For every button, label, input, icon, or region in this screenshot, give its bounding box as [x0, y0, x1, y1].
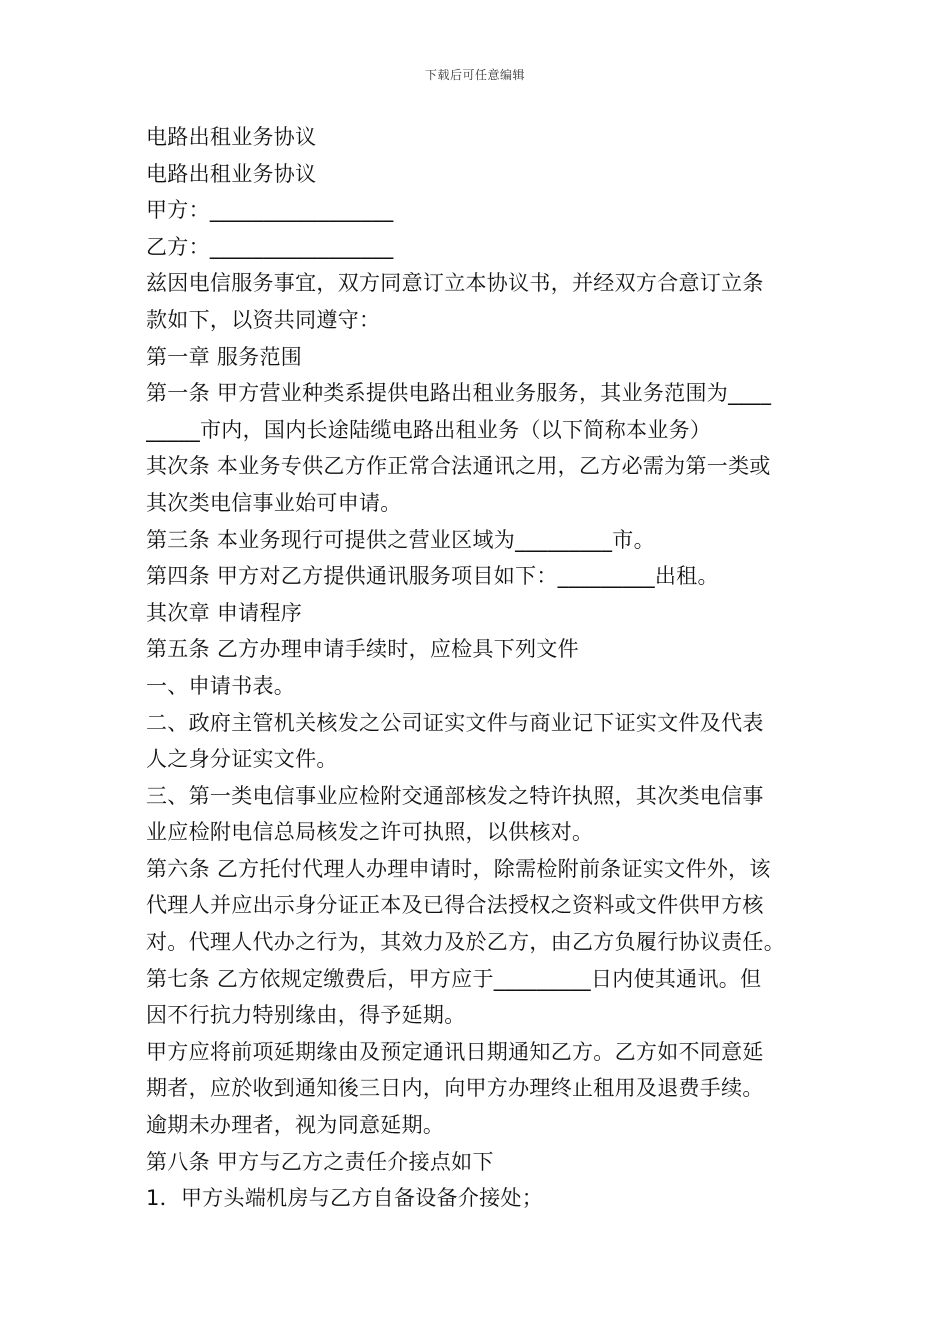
preamble-line: 兹因电信服务事宜，双方同意订立本协议书，并经双方合意订立条	[146, 271, 764, 296]
list-item: 业应检附电信总局核发之许可执照，以供核对。	[146, 820, 594, 845]
article-line: 第四条 甲方对乙方提供通讯服务项目如下：_________出租。	[146, 564, 719, 589]
article-line: 第三条 本业务现行可提供之营业区域为_________市。	[146, 527, 655, 552]
article-line: 因不行抗力特别缘由，得予延期。	[146, 1003, 466, 1028]
download-note: 下载后可任意编辑	[424, 68, 525, 82]
article-line: 第六条 乙方托付代理人办理申请时，除需检附前条证实文件外，该	[146, 856, 771, 881]
article-line: _____市内，国内长途陆缆电路出租业务（以下简称本业务）	[146, 417, 712, 442]
list-item: 1．甲方头端机房与乙方自备设备介接处；	[146, 1186, 544, 1211]
agreement-text	[146, 119, 810, 1217]
article-line: 第一条 甲方营业种类系提供电路出租业务服务，其业务范围为____	[146, 381, 772, 406]
preamble-line: 款如下，以资共同遵守：	[146, 307, 381, 332]
list-item: 一、申请书表。	[146, 673, 296, 698]
party-b-line: 乙方：_________________	[146, 234, 394, 259]
article-line: 代理人并应出示身分证正本及已得合法授权之资料或文件供甲方核	[146, 893, 764, 918]
chapter-heading: 其次章 申请程序	[146, 600, 303, 625]
article-line: 对。代理人代办之行为，其效力及於乙方，由乙方负履行协议责任。	[146, 930, 785, 955]
document-subtitle: 电路出租业务协议	[146, 161, 317, 186]
article-line: 其次类电信事业始可申请。	[146, 490, 402, 515]
list-item: 三、第一类电信事业应检附交通部核发之特许执照，其次类电信事	[146, 783, 764, 808]
document-title: 电路出租业务协议	[146, 125, 317, 149]
paragraph-line: 甲方应将前项延期缘由及预定通讯日期通知乙方。乙方如不同意延	[146, 1039, 764, 1064]
article-line: 第七条 乙方依规定缴费后，甲方应于_________日内使其通讯。但	[146, 966, 762, 991]
list-item: 人之身分证实文件。	[146, 747, 338, 772]
list-item: 二、政府主管机关核发之公司证实文件与商业记下证实文件及代表	[146, 710, 764, 735]
chapter-heading: 第一章 服务范围	[146, 344, 303, 369]
paragraph-line: 期者，应於收到通知後三日内，向甲方办理终止租用及退费手续。	[146, 1076, 764, 1101]
article-line: 其次条 本业务专供乙方作正常合法通讯之用，乙方必需为第一类或	[146, 454, 771, 479]
article-line: 第五条 乙方办理申请手续时，应检具下列文件	[146, 637, 579, 662]
party-a-line: 甲方：_________________	[146, 198, 394, 223]
article-line: 第八条 甲方与乙方之责任介接点如下	[146, 1149, 494, 1174]
paragraph-line: 逾期未办理者，视为同意延期。	[146, 1113, 445, 1138]
